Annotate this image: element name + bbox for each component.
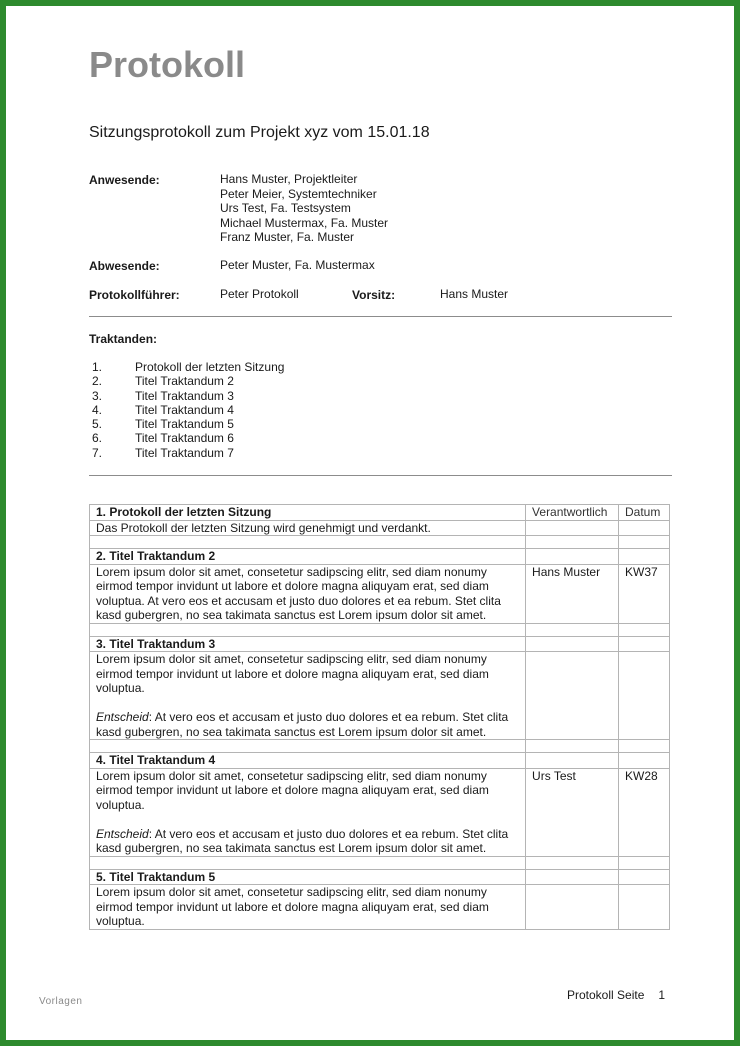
agenda-item <box>92 431 284 445</box>
agenda-item-text: Titel Traktandum 7 <box>135 445 234 460</box>
agenda-item-number: 6. <box>92 431 103 446</box>
agenda-item-text: Titel Traktandum 4 <box>135 402 234 417</box>
section-date <box>619 520 670 536</box>
agenda-item <box>92 360 284 374</box>
table-row <box>90 549 670 565</box>
agenda-item-number: 4. <box>92 402 103 417</box>
section-body-cell <box>90 768 526 856</box>
section-title: 4. Titel Traktandum 4 <box>90 753 526 769</box>
decision-text: : At vero eos et accusam et justo duo dolores et ea rebum. Stet clita kasd gubergren, no sea takimata sanctus est Lorem ipsum dolor sit amet. <box>96 710 509 739</box>
keeper-name: Peter Protokoll <box>220 287 299 301</box>
table-row <box>90 636 670 652</box>
table-row <box>90 869 670 885</box>
agenda-item-number: 3. <box>92 388 103 403</box>
section-title: 2. Titel Traktandum 2 <box>90 549 526 565</box>
table-row <box>90 623 670 636</box>
chair-name: Hans Muster <box>440 287 509 301</box>
table-row <box>90 885 670 930</box>
table-row <box>90 740 670 753</box>
agenda-item-text: Titel Traktandum 5 <box>135 417 234 432</box>
attendee: Urs Test, Fa. Testsystem <box>220 201 351 215</box>
section-decision <box>96 827 519 856</box>
attendee: Hans Muster, Projektleiter <box>220 172 358 186</box>
section-title: 3. Titel Traktandum 3 <box>90 636 526 652</box>
decision-text: : At vero eos et accusam et justo duo dolores et ea rebum. Stet clita kasd gubergren, no sea takimata sanctus est Lorem ipsum dolor sit amet. <box>96 826 509 855</box>
decision-label: Entscheid <box>96 826 149 841</box>
attendee: Franz Muster, Fa. Muster <box>220 230 355 244</box>
section-responsible <box>526 885 619 930</box>
table-row <box>90 856 670 869</box>
table-row <box>90 753 670 769</box>
agenda-list <box>92 360 284 460</box>
column-header-date: Datum <box>619 505 670 521</box>
section-body-cell <box>90 652 526 740</box>
divider <box>89 316 672 317</box>
table-row <box>90 520 670 536</box>
section-decision <box>96 710 519 739</box>
agenda-item <box>92 417 284 431</box>
section-responsible <box>526 652 619 740</box>
section-date <box>619 652 670 740</box>
table-row <box>90 768 670 856</box>
table-row <box>90 564 670 623</box>
agenda-item-text: Titel Traktandum 2 <box>135 374 234 389</box>
section-date: KW37 <box>619 564 670 623</box>
page-label: Protokoll Seite <box>567 988 645 1002</box>
chair-label: Vorsitz: <box>352 288 396 302</box>
agenda-label: Traktanden: <box>89 332 158 346</box>
section-responsible: Urs Test <box>526 768 619 856</box>
table-row <box>90 536 670 549</box>
agenda-item <box>92 389 284 403</box>
section-title: 5. Titel Traktandum 5 <box>90 869 526 885</box>
table-row <box>90 652 670 740</box>
agenda-table <box>89 504 670 930</box>
section-body: Lorem ipsum dolor sit amet, consetetur sadipscing elitr, sed diam nonumy eirmod tempor invidunt ut labore et dolore magna aliquyam erat, sed diam voluptua. <box>96 768 489 812</box>
section-body: Das Protokoll der letzten Sitzung wird genehmigt und verdankt. <box>90 520 526 536</box>
section-responsible: Hans Muster <box>526 564 619 623</box>
page-footer <box>567 988 665 1002</box>
document-title: Protokoll <box>89 44 246 85</box>
section-date: KW28 <box>619 768 670 856</box>
keeper-label: Protokollführer: <box>89 288 180 302</box>
section-date <box>619 885 670 930</box>
decision-label: Entscheid <box>96 710 149 724</box>
agenda-item-text: Titel Traktandum 3 <box>135 388 234 403</box>
document-subtitle: Sitzungsprotokoll zum Projekt xyz vom 15.01.18 <box>89 124 430 141</box>
agenda-item <box>92 403 284 417</box>
agenda-item-text: Protokoll der letzten Sitzung <box>135 360 285 374</box>
section-body: Lorem ipsum dolor sit amet, consetetur sadipscing elitr, sed diam nonumy eirmod tempor invidunt ut labore et dolore magna aliquyam erat, sed diam voluptua. <box>90 885 526 930</box>
agenda-item-number: 7. <box>92 445 103 460</box>
agenda-item-number: 2. <box>92 374 103 389</box>
section-responsible <box>526 520 619 536</box>
column-header-responsible: Verantwortlich <box>526 505 619 521</box>
section-body: Lorem ipsum dolor sit amet, consetetur sadipscing elitr, sed diam nonumy eirmod tempor invidunt ut labore et dolore magna aliquyam erat, sed diam voluptua. At vero eos et accusam et justo duo dolores et ea rebum. Stet clita kasd gubergren, no sea takimata sanctus est Lorem ipsum dolor sit amet. <box>90 564 526 623</box>
agenda-item-number: 5. <box>92 417 103 432</box>
attendees-list <box>220 172 388 245</box>
attendee: Peter Meier, Systemtechniker <box>220 186 377 201</box>
table-row <box>90 505 670 521</box>
section-body: Lorem ipsum dolor sit amet, consetetur sadipscing elitr, sed diam nonumy eirmod tempor invidunt ut labore et dolore magna aliquyam erat, sed diam voluptua. <box>96 652 489 695</box>
divider <box>89 475 672 476</box>
attendee: Michael Mustermax, Fa. Muster <box>220 215 389 230</box>
absent-name: Peter Muster, Fa. Mustermax <box>220 258 375 272</box>
agenda-item-text: Titel Traktandum 6 <box>135 431 234 446</box>
attendees-label: Anwesende: <box>89 173 160 187</box>
section-title: 1. Protokoll der letzten Sitzung <box>90 505 526 521</box>
agenda-item <box>92 446 284 460</box>
watermark: Vorlagen <box>39 996 83 1007</box>
page-number: 1 <box>658 988 666 1002</box>
agenda-item <box>92 374 284 388</box>
agenda-item-number: 1. <box>92 360 103 374</box>
absent-label: Abwesende: <box>89 259 160 273</box>
